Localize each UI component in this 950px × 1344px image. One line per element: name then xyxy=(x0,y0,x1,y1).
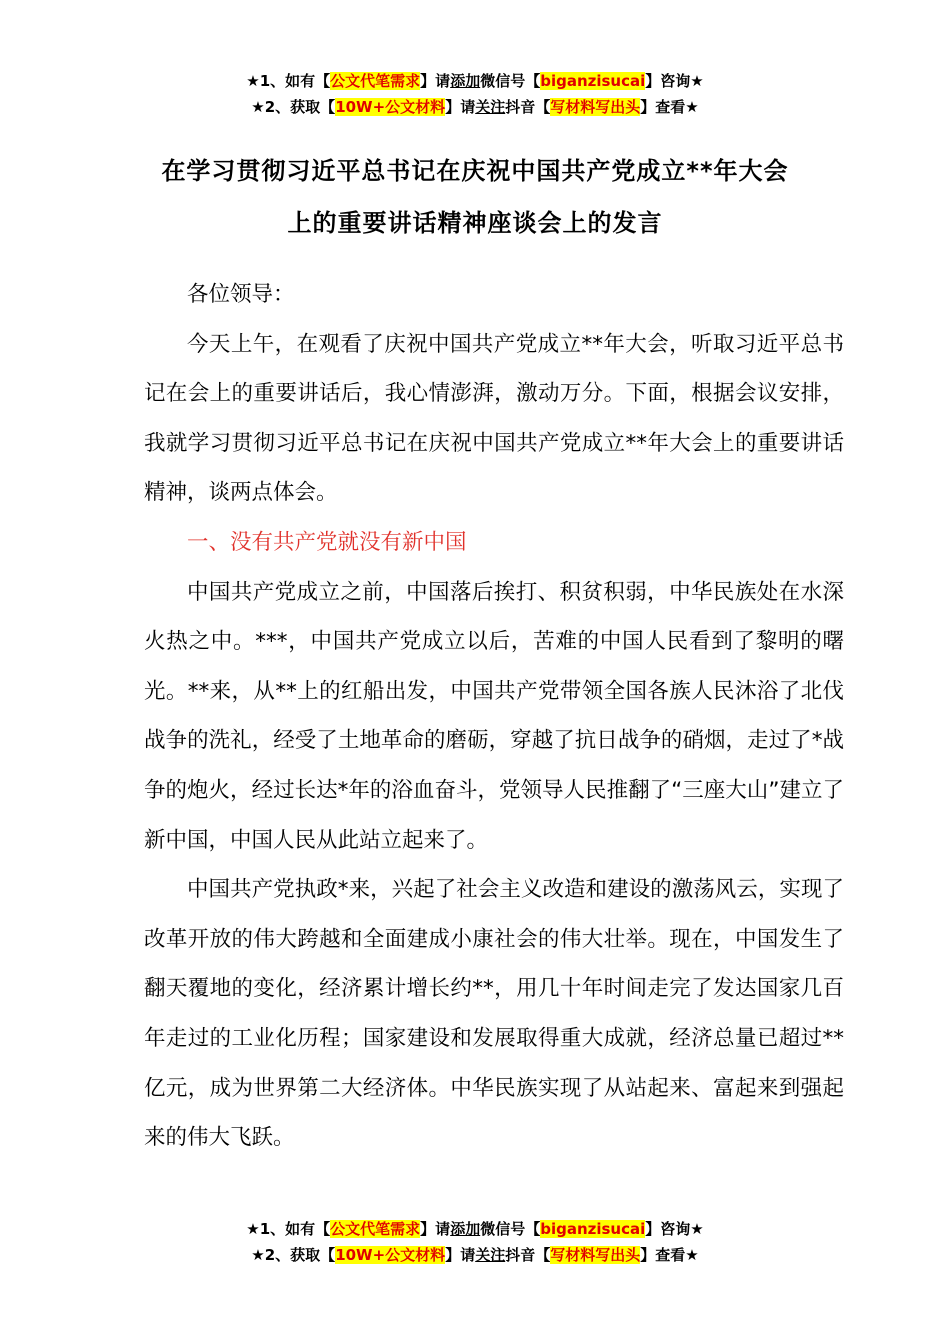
title-line-2: 上的重要讲话精神座谈会上的发言 xyxy=(287,209,663,237)
promo-text: ★2、获取【 xyxy=(251,98,336,116)
paragraph-intro: 今天上午，在观看了庆祝中国共产党成立**年大会，听取习近平总书记在会上的重要讲话后，我心情澎湃，激动万分。下面，根据会议安排，我就学习贯彻习近平总书记在庆祝中国共产党成立**年大会上的重要讲话精神，谈两点体会。 xyxy=(144,331,844,506)
promo-line-2 xyxy=(0,1242,950,1268)
salutation: 各位领导： xyxy=(187,282,295,307)
promo-banner-top xyxy=(0,68,950,120)
promo-highlight: biganzisucai xyxy=(540,72,646,90)
promo-text: ★1、如有【 xyxy=(246,72,331,90)
promo-text: 抖音【 xyxy=(505,98,551,116)
promo-highlight: 10W+公文材料 xyxy=(335,98,446,116)
promo-text: 】请 xyxy=(420,72,451,90)
promo-highlight: 公文代笔需求 xyxy=(330,72,421,90)
document-title xyxy=(60,145,890,249)
title-line-1: 在学习贯彻习近平总书记在庆祝中国共产党成立**年大会 xyxy=(161,157,789,185)
promo-text: 】咨询★ xyxy=(645,72,704,90)
promo-text: 抖音【 xyxy=(505,1246,551,1264)
promo-text: 微信号【 xyxy=(480,1220,541,1238)
promo-text: 】查看★ xyxy=(640,98,699,116)
promo-underlined: 添加 xyxy=(450,1220,481,1238)
promo-highlight: 公文代笔需求 xyxy=(330,1220,421,1238)
paragraph-history: 中国共产党成立之前，中国落后挨打、积贫积弱，中华民族处在水深火热之中。***，中国共产党成立以后，苦难的中国人民看到了黎明的曙光。**来，从**上的红船出发，中国共产党带领全国各族人民沐浴了北伐战争的洗礼，经受了土地革命的磨砺，穿越了抗日战争的硝烟，走过了*战争的炮火，经过长达*年的浴血奋斗，党领导人民推翻了“三座大山”建立了新中国，中国人民从此站立起来了。 xyxy=(144,579,844,853)
promo-text: ★2、获取【 xyxy=(251,1246,336,1264)
promo-banner-bottom xyxy=(0,1216,950,1268)
promo-highlight: 写材料写出头 xyxy=(550,1246,641,1264)
promo-text: 】请 xyxy=(420,1220,451,1238)
promo-underlined: 添加 xyxy=(450,72,481,90)
promo-highlight: 10W+公文材料 xyxy=(335,1246,446,1264)
section-heading-1: 一、没有共产党就没有新中国 xyxy=(187,529,467,555)
promo-text: 】查看★ xyxy=(640,1246,699,1264)
promo-underlined: 关注 xyxy=(475,1246,506,1264)
promo-highlight: 写材料写出头 xyxy=(550,98,641,116)
promo-text: ★1、如有【 xyxy=(246,1220,331,1238)
paragraph-achievements: 中国共产党执政*来，兴起了社会主义改造和建设的激荡风云，实现了改革开放的伟大跨越和全面建成小康社会的伟大壮举。现在，中国发生了翻天覆地的变化，经济累计增长约**，用几十年时间走完了发达国家几百年走过的工业化历程；国家建设和发展取得重大成就，经济总量已超过**亿元，成为世界第二大经济体。中华民族实现了从站起来、富起来到强起来的伟大飞跃。 xyxy=(144,877,844,1151)
promo-highlight: biganzisucai xyxy=(540,1220,646,1238)
promo-text: 】咨询★ xyxy=(645,1220,704,1238)
promo-underlined: 关注 xyxy=(475,98,506,116)
promo-text: 】请 xyxy=(445,1246,476,1264)
promo-text: 】请 xyxy=(445,98,476,116)
promo-line-2 xyxy=(0,94,950,120)
promo-line-1 xyxy=(0,68,950,94)
document-body xyxy=(144,270,844,1163)
promo-text: 微信号【 xyxy=(480,72,541,90)
promo-line-1 xyxy=(0,1216,950,1242)
